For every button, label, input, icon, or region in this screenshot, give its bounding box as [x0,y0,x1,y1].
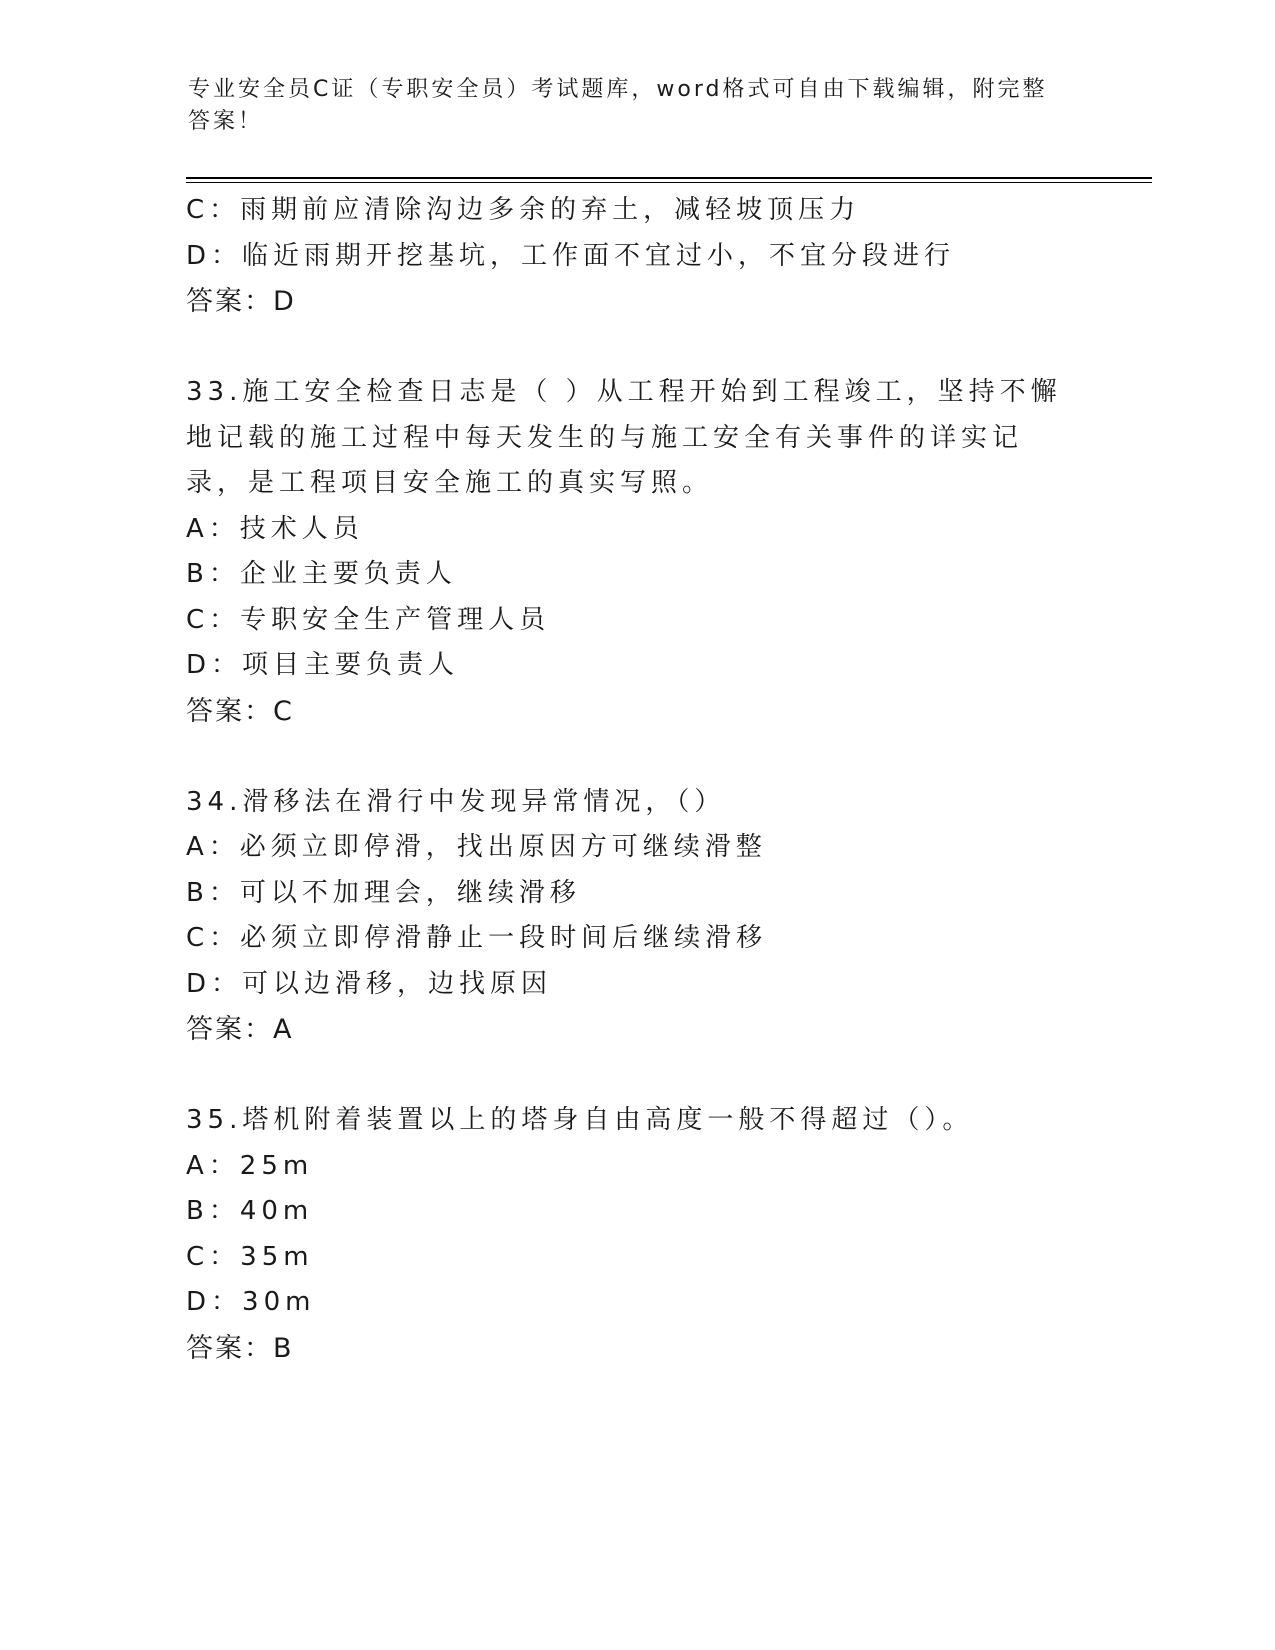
question-stem: 33.施工安全检查日志是（ ）从工程开始到工程竣工，坚持不懈地记载的施工过程中每天发生的与施工安全有关事件的详实记录，是工程项目安全施工的真实写照。 [186,377,1062,498]
option-c: C：必须立即停滑静止一段时间后继续滑移 [186,923,768,953]
option-d: D：项目主要负责人 [186,650,460,680]
spacer [186,1053,1086,1099]
option-b: B：40m [186,1196,314,1226]
question-stem: 35.塔机附着装置以上的塔身自由高度一般不得超过（）。 [186,1105,974,1135]
header-divider [186,177,1152,183]
answer-line: 答案：A [186,1014,294,1045]
option-d: D：30m [186,1287,316,1317]
continued-question [186,188,1086,325]
answer-line: 答案：D [186,286,296,317]
option-c: C：雨期前应清除沟边多余的弃土，减轻坡顶压力 [186,195,861,225]
option-c: C：35m [186,1241,314,1272]
question-stem: 34.滑移法在滑行中发现异常情况，（） [186,786,726,817]
option-d: D：临近雨期开挖基坑，工作面不宜过小，不宜分段进行 [186,240,956,271]
option-a: A：25m [186,1150,314,1181]
question-34 [186,780,1086,1053]
option-a: A：技术人员 [186,513,364,544]
question-33 [186,370,1086,734]
page-header: 专业安全员C证（专职安全员）考试题库，word格式可自由下载编辑，附完整答案！ [188,77,1048,134]
option-d: D：可以边滑移，边找原因 [186,968,553,999]
option-c: C：专职安全生产管理人员 [186,604,551,635]
answer-line: 答案：B [186,1332,294,1364]
option-a: A：必须立即停滑，找出原因方可继续滑整 [186,832,767,862]
answer-line: 答案：C [186,695,294,727]
option-b: B：企业主要负责人 [186,559,457,589]
spacer [186,325,1086,371]
question-list [186,188,1086,1371]
question-35 [186,1098,1086,1371]
spacer [186,734,1086,780]
option-b: B：可以不加理会，继续滑移 [186,877,581,908]
